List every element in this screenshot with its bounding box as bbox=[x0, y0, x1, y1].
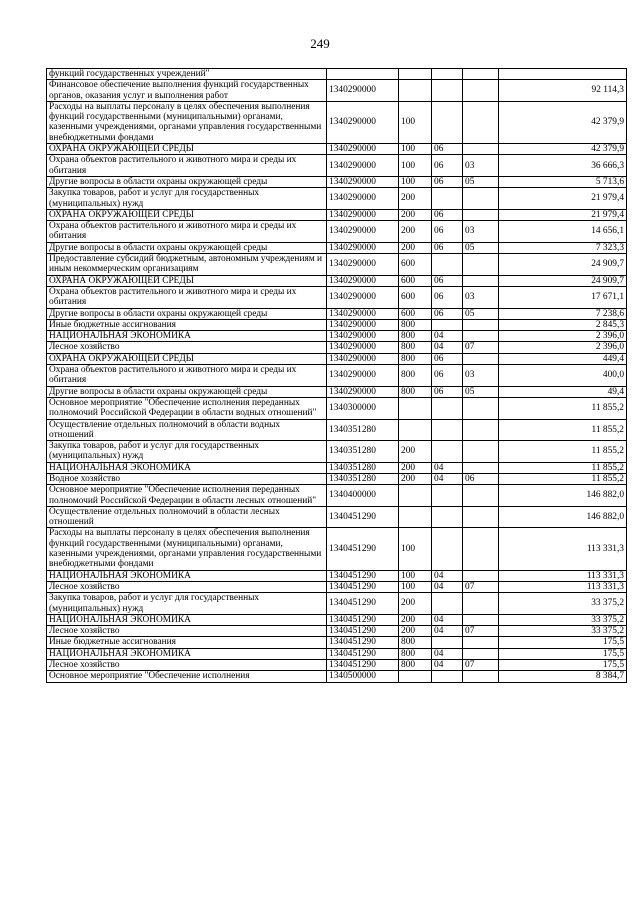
amount-cell: 11 855,2 bbox=[499, 419, 627, 441]
table-row bbox=[47, 506, 627, 528]
target-code-cell: 1340451290 bbox=[327, 593, 399, 615]
subsection-cell bbox=[463, 209, 499, 220]
target-code-cell: 1340451290 bbox=[327, 648, 399, 659]
subsection-cell: 07 bbox=[463, 342, 499, 353]
table-row bbox=[47, 593, 627, 615]
amount-cell: 8 384,7 bbox=[499, 671, 627, 682]
expense-name-cell: Другие вопросы в области охраны окружающей среды bbox=[47, 386, 327, 397]
expense-name-cell: Предоставление субсидий бюджетным, автономным учреждениям и иным некоммерческим организациям bbox=[47, 254, 327, 276]
expense-name-cell: Другие вопросы в области охраны окружающей среды bbox=[47, 242, 327, 253]
amount-cell: 42 379,9 bbox=[499, 101, 627, 143]
section-cell bbox=[432, 80, 463, 102]
target-code-cell: 1340290000 bbox=[327, 308, 399, 319]
table-row bbox=[47, 386, 627, 397]
target-code-cell: 1340290000 bbox=[327, 365, 399, 387]
target-code-cell: 1340290000 bbox=[327, 353, 399, 364]
subsection-cell: 05 bbox=[463, 386, 499, 397]
expense-type-cell: 800 bbox=[399, 353, 432, 364]
target-code-cell bbox=[327, 69, 399, 80]
amount-cell: 146 882,0 bbox=[499, 485, 627, 507]
expense-type-cell bbox=[399, 419, 432, 441]
section-cell: 06 bbox=[432, 386, 463, 397]
target-code-cell: 1340451290 bbox=[327, 506, 399, 528]
expense-name-cell: Лесное хозяйство bbox=[47, 581, 327, 592]
table-row bbox=[47, 342, 627, 353]
expense-type-cell: 200 bbox=[399, 242, 432, 253]
expense-type-cell: 200 bbox=[399, 614, 432, 625]
amount-cell: 7 238,6 bbox=[499, 308, 627, 319]
section-cell bbox=[432, 637, 463, 648]
subsection-cell bbox=[463, 637, 499, 648]
expense-name-cell: Осуществление отдельных полномочий в области водных отношений bbox=[47, 419, 327, 441]
subsection-cell: 05 bbox=[463, 176, 499, 187]
section-cell bbox=[432, 485, 463, 507]
table-row bbox=[47, 581, 627, 592]
table-row bbox=[47, 485, 627, 507]
subsection-cell: 05 bbox=[463, 242, 499, 253]
subsection-cell bbox=[463, 648, 499, 659]
table-row bbox=[47, 319, 627, 330]
target-code-cell: 1340400000 bbox=[327, 485, 399, 507]
section-cell bbox=[432, 671, 463, 682]
amount-cell: 2 845,3 bbox=[499, 319, 627, 330]
expense-type-cell: 200 bbox=[399, 626, 432, 637]
section-cell: 06 bbox=[432, 221, 463, 243]
section-cell bbox=[432, 506, 463, 528]
expense-name-cell: НАЦИОНАЛЬНАЯ ЭКОНОМИКА bbox=[47, 614, 327, 625]
table-row bbox=[47, 671, 627, 682]
target-code-cell: 1340290000 bbox=[327, 101, 399, 143]
expense-type-cell: 800 bbox=[399, 319, 432, 330]
table-row bbox=[47, 176, 627, 187]
amount-cell: 449,4 bbox=[499, 353, 627, 364]
target-code-cell: 1340290000 bbox=[327, 155, 399, 177]
expense-name-cell: Иные бюджетные ассигнования bbox=[47, 637, 327, 648]
subsection-cell bbox=[463, 144, 499, 155]
expense-type-cell: 800 bbox=[399, 365, 432, 387]
subsection-cell bbox=[463, 441, 499, 463]
expense-type-cell: 100 bbox=[399, 528, 432, 570]
table-row bbox=[47, 286, 627, 308]
table-row bbox=[47, 308, 627, 319]
amount-cell: 17 671,1 bbox=[499, 286, 627, 308]
subsection-cell: 07 bbox=[463, 660, 499, 671]
expense-name-cell: Охрана объектов растительного и животного мира и среды их обитания bbox=[47, 221, 327, 243]
table-row bbox=[47, 637, 627, 648]
table-row bbox=[47, 473, 627, 484]
amount-cell: 113 331,3 bbox=[499, 570, 627, 581]
expense-name-cell: Расходы на выплаты персоналу в целях обеспечения выполнения функций государственными (муниципальными) органами, казенными учреждениями, органами управления государственными внебюджетными фондами bbox=[47, 528, 327, 570]
amount-cell: 21 979,4 bbox=[499, 209, 627, 220]
expense-type-cell: 200 bbox=[399, 188, 432, 210]
amount-cell: 14 656,1 bbox=[499, 221, 627, 243]
amount-cell: 33 375,2 bbox=[499, 614, 627, 625]
target-code-cell: 1340290000 bbox=[327, 209, 399, 220]
expense-type-cell bbox=[399, 506, 432, 528]
expense-type-cell: 100 bbox=[399, 101, 432, 143]
subsection-cell: 03 bbox=[463, 221, 499, 243]
subsection-cell: 03 bbox=[463, 365, 499, 387]
table-row bbox=[47, 242, 627, 253]
subsection-cell bbox=[463, 570, 499, 581]
amount-cell: 33 375,2 bbox=[499, 626, 627, 637]
subsection-cell bbox=[463, 593, 499, 615]
expense-type-cell: 800 bbox=[399, 648, 432, 659]
section-cell bbox=[432, 397, 463, 419]
expense-type-cell: 200 bbox=[399, 221, 432, 243]
expense-name-cell: Закупка товаров, работ и услуг для государственных (муниципальных) нужд bbox=[47, 593, 327, 615]
table-row bbox=[47, 441, 627, 463]
table-row bbox=[47, 365, 627, 387]
expense-type-cell: 800 bbox=[399, 637, 432, 648]
target-code-cell: 1340451290 bbox=[327, 581, 399, 592]
target-code-cell: 1340451290 bbox=[327, 660, 399, 671]
section-cell: 04 bbox=[432, 473, 463, 484]
section-cell: 04 bbox=[432, 331, 463, 342]
section-cell: 04 bbox=[432, 614, 463, 625]
section-cell: 04 bbox=[432, 660, 463, 671]
target-code-cell: 1340351280 bbox=[327, 462, 399, 473]
expense-type-cell: 200 bbox=[399, 462, 432, 473]
section-cell: 04 bbox=[432, 570, 463, 581]
amount-cell: 21 979,4 bbox=[499, 188, 627, 210]
target-code-cell: 1340351280 bbox=[327, 419, 399, 441]
subsection-cell bbox=[463, 69, 499, 80]
section-cell bbox=[432, 419, 463, 441]
table-row bbox=[47, 155, 627, 177]
amount-cell bbox=[499, 69, 627, 80]
amount-cell: 36 666,3 bbox=[499, 155, 627, 177]
target-code-cell: 1340290000 bbox=[327, 80, 399, 102]
target-code-cell: 1340290000 bbox=[327, 254, 399, 276]
expense-name-cell: Лесное хозяйство bbox=[47, 342, 327, 353]
amount-cell: 11 855,2 bbox=[499, 441, 627, 463]
amount-cell: 42 379,9 bbox=[499, 144, 627, 155]
table-row bbox=[47, 209, 627, 220]
section-cell bbox=[432, 254, 463, 276]
expense-name-cell: Закупка товаров, работ и услуг для государственных (муниципальных) нужд bbox=[47, 188, 327, 210]
target-code-cell: 1340290000 bbox=[327, 275, 399, 286]
expense-name-cell: функций государственных учреждений" bbox=[47, 69, 327, 80]
expense-name-cell: НАЦИОНАЛЬНАЯ ЭКОНОМИКА bbox=[47, 570, 327, 581]
amount-cell: 33 375,2 bbox=[499, 593, 627, 615]
section-cell bbox=[432, 319, 463, 330]
expense-type-cell bbox=[399, 397, 432, 419]
table-row bbox=[47, 221, 627, 243]
target-code-cell: 1340451290 bbox=[327, 614, 399, 625]
section-cell: 06 bbox=[432, 144, 463, 155]
expense-name-cell: ОХРАНА ОКРУЖАЮЩЕЙ СРЕДЫ bbox=[47, 353, 327, 364]
table-row bbox=[47, 353, 627, 364]
expense-type-cell: 800 bbox=[399, 660, 432, 671]
amount-cell: 11 855,2 bbox=[499, 397, 627, 419]
amount-cell: 175,5 bbox=[499, 637, 627, 648]
expense-name-cell: Охрана объектов растительного и животного мира и среды их обитания bbox=[47, 365, 327, 387]
target-code-cell: 1340290000 bbox=[327, 386, 399, 397]
subsection-cell bbox=[463, 275, 499, 286]
subsection-cell bbox=[463, 80, 499, 102]
expense-name-cell: Основное мероприятие "Обеспечение исполнения переданных полномочий Российской Федерации в области водных отношений" bbox=[47, 397, 327, 419]
table-row bbox=[47, 80, 627, 102]
subsection-cell bbox=[463, 331, 499, 342]
amount-cell: 2 396,0 bbox=[499, 331, 627, 342]
subsection-cell bbox=[463, 462, 499, 473]
expense-name-cell: Другие вопросы в области охраны окружающей среды bbox=[47, 308, 327, 319]
section-cell: 04 bbox=[432, 581, 463, 592]
target-code-cell: 1340290000 bbox=[327, 176, 399, 187]
target-code-cell: 1340351280 bbox=[327, 441, 399, 463]
section-cell bbox=[432, 441, 463, 463]
subsection-cell bbox=[463, 485, 499, 507]
expense-name-cell: НАЦИОНАЛЬНАЯ ЭКОНОМИКА bbox=[47, 648, 327, 659]
subsection-cell bbox=[463, 614, 499, 625]
subsection-cell: 03 bbox=[463, 155, 499, 177]
expense-name-cell: Другие вопросы в области охраны окружающей среды bbox=[47, 176, 327, 187]
subsection-cell bbox=[463, 101, 499, 143]
table-row bbox=[47, 397, 627, 419]
table-row bbox=[47, 144, 627, 155]
target-code-cell: 1340290000 bbox=[327, 242, 399, 253]
section-cell: 06 bbox=[432, 365, 463, 387]
amount-cell: 175,5 bbox=[499, 648, 627, 659]
budget-table bbox=[46, 68, 627, 683]
expense-type-cell: 800 bbox=[399, 386, 432, 397]
target-code-cell: 1340451290 bbox=[327, 637, 399, 648]
subsection-cell: 05 bbox=[463, 308, 499, 319]
section-cell: 06 bbox=[432, 242, 463, 253]
subsection-cell bbox=[463, 254, 499, 276]
subsection-cell bbox=[463, 506, 499, 528]
table-row bbox=[47, 101, 627, 143]
expense-type-cell: 200 bbox=[399, 441, 432, 463]
expense-name-cell: Иные бюджетные ассигнования bbox=[47, 319, 327, 330]
expense-type-cell: 200 bbox=[399, 593, 432, 615]
target-code-cell: 1340290000 bbox=[327, 221, 399, 243]
subsection-cell: 03 bbox=[463, 286, 499, 308]
expense-name-cell: Водное хозяйство bbox=[47, 473, 327, 484]
subsection-cell bbox=[463, 671, 499, 682]
table-row bbox=[47, 528, 627, 570]
expense-name-cell: Лесное хозяйство bbox=[47, 626, 327, 637]
subsection-cell bbox=[463, 528, 499, 570]
expense-name-cell: Расходы на выплаты персоналу в целях обеспечения выполнения функций государственными (муниципальными) органами, казенными учреждениями, органами управления государственными внебюджетными фондами bbox=[47, 101, 327, 143]
table-row bbox=[47, 626, 627, 637]
table-row bbox=[47, 69, 627, 80]
section-cell bbox=[432, 101, 463, 143]
page-number: 249 bbox=[310, 36, 330, 51]
table-row bbox=[47, 462, 627, 473]
expense-type-cell: 600 bbox=[399, 308, 432, 319]
target-code-cell: 1340290000 bbox=[327, 331, 399, 342]
expense-name-cell: Финансовое обеспечение выполнения функций государственных органов, оказания услуг и выполнения работ bbox=[47, 80, 327, 102]
expense-name-cell: ОХРАНА ОКРУЖАЮЩЕЙ СРЕДЫ bbox=[47, 144, 327, 155]
amount-cell: 2 396,0 bbox=[499, 342, 627, 353]
expense-type-cell: 100 bbox=[399, 570, 432, 581]
expense-name-cell: Закупка товаров, работ и услуг для государственных (муниципальных) нужд bbox=[47, 441, 327, 463]
section-cell bbox=[432, 528, 463, 570]
section-cell: 06 bbox=[432, 275, 463, 286]
expense-type-cell: 100 bbox=[399, 144, 432, 155]
expense-type-cell: 600 bbox=[399, 254, 432, 276]
target-code-cell: 1340290000 bbox=[327, 342, 399, 353]
expense-name-cell: Основное мероприятие "Обеспечение исполнения переданных полномочий Российской Федерации в области лесных отношений" bbox=[47, 485, 327, 507]
section-cell bbox=[432, 69, 463, 80]
section-cell: 04 bbox=[432, 626, 463, 637]
expense-type-cell: 200 bbox=[399, 209, 432, 220]
target-code-cell: 1340451290 bbox=[327, 570, 399, 581]
expense-type-cell bbox=[399, 485, 432, 507]
subsection-cell: 07 bbox=[463, 626, 499, 637]
amount-cell: 24 909,7 bbox=[499, 275, 627, 286]
section-cell: 06 bbox=[432, 286, 463, 308]
section-cell: 06 bbox=[432, 209, 463, 220]
table-row bbox=[47, 275, 627, 286]
expense-type-cell: 600 bbox=[399, 286, 432, 308]
expense-type-cell bbox=[399, 69, 432, 80]
subsection-cell bbox=[463, 319, 499, 330]
target-code-cell: 1340290000 bbox=[327, 188, 399, 210]
expense-type-cell: 800 bbox=[399, 331, 432, 342]
amount-cell: 113 331,3 bbox=[499, 528, 627, 570]
subsection-cell bbox=[463, 188, 499, 210]
section-cell bbox=[432, 593, 463, 615]
expense-type-cell: 600 bbox=[399, 275, 432, 286]
expense-type-cell bbox=[399, 80, 432, 102]
amount-cell: 146 882,0 bbox=[499, 506, 627, 528]
amount-cell: 400,0 bbox=[499, 365, 627, 387]
expense-type-cell: 200 bbox=[399, 473, 432, 484]
expense-type-cell: 100 bbox=[399, 581, 432, 592]
target-code-cell: 1340290000 bbox=[327, 144, 399, 155]
target-code-cell: 1340451290 bbox=[327, 528, 399, 570]
amount-cell: 49,4 bbox=[499, 386, 627, 397]
amount-cell: 11 855,2 bbox=[499, 462, 627, 473]
subsection-cell bbox=[463, 397, 499, 419]
table-row bbox=[47, 254, 627, 276]
section-cell: 06 bbox=[432, 155, 463, 177]
section-cell: 04 bbox=[432, 648, 463, 659]
amount-cell: 7 323,3 bbox=[499, 242, 627, 253]
expense-name-cell: Осуществление отдельных полномочий в области лесных отношений bbox=[47, 506, 327, 528]
expense-name-cell: ОХРАНА ОКРУЖАЮЩЕЙ СРЕДЫ bbox=[47, 275, 327, 286]
expense-type-cell: 800 bbox=[399, 342, 432, 353]
target-code-cell: 1340351280 bbox=[327, 473, 399, 484]
section-cell: 04 bbox=[432, 462, 463, 473]
section-cell: 06 bbox=[432, 308, 463, 319]
subsection-cell bbox=[463, 419, 499, 441]
target-code-cell: 1340300000 bbox=[327, 397, 399, 419]
section-cell: 06 bbox=[432, 176, 463, 187]
expense-type-cell: 100 bbox=[399, 176, 432, 187]
expense-name-cell: Охрана объектов растительного и животного мира и среды их обитания bbox=[47, 286, 327, 308]
table-row bbox=[47, 660, 627, 671]
table-row bbox=[47, 570, 627, 581]
subsection-cell bbox=[463, 353, 499, 364]
table-row bbox=[47, 331, 627, 342]
target-code-cell: 1340451290 bbox=[327, 626, 399, 637]
section-cell: 04 bbox=[432, 342, 463, 353]
table-row bbox=[47, 188, 627, 210]
amount-cell: 11 855,2 bbox=[499, 473, 627, 484]
target-code-cell: 1340290000 bbox=[327, 286, 399, 308]
expense-name-cell: Охрана объектов растительного и животного мира и среды их обитания bbox=[47, 155, 327, 177]
expense-name-cell: НАЦИОНАЛЬНАЯ ЭКОНОМИКА bbox=[47, 331, 327, 342]
amount-cell: 113 331,3 bbox=[499, 581, 627, 592]
expense-name-cell: Основное мероприятие "Обеспечение исполнения bbox=[47, 671, 327, 682]
expense-name-cell: ОХРАНА ОКРУЖАЮЩЕЙ СРЕДЫ bbox=[47, 209, 327, 220]
expense-name-cell: Лесное хозяйство bbox=[47, 660, 327, 671]
budget-table-body bbox=[47, 69, 627, 683]
amount-cell: 175,5 bbox=[499, 660, 627, 671]
section-cell: 06 bbox=[432, 353, 463, 364]
section-cell bbox=[432, 188, 463, 210]
expense-name-cell: НАЦИОНАЛЬНАЯ ЭКОНОМИКА bbox=[47, 462, 327, 473]
expense-type-cell: 100 bbox=[399, 155, 432, 177]
table-row bbox=[47, 419, 627, 441]
table-row bbox=[47, 614, 627, 625]
table-row bbox=[47, 648, 627, 659]
subsection-cell: 06 bbox=[463, 473, 499, 484]
target-code-cell: 1340290000 bbox=[327, 319, 399, 330]
amount-cell: 92 114,3 bbox=[499, 80, 627, 102]
amount-cell: 24 909,7 bbox=[499, 254, 627, 276]
amount-cell: 5 713,6 bbox=[499, 176, 627, 187]
target-code-cell: 1340500000 bbox=[327, 671, 399, 682]
subsection-cell: 07 bbox=[463, 581, 499, 592]
expense-type-cell bbox=[399, 671, 432, 682]
